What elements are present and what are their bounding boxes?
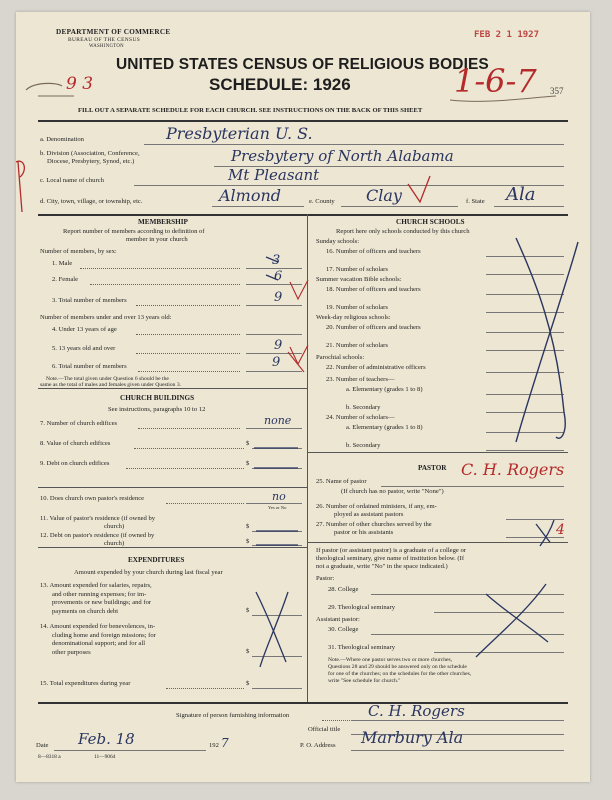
q9-dollar: $ (246, 460, 250, 467)
q20-label: 20. Number of officers and teachers (326, 324, 421, 331)
q23a-label: a. Elementary (grades 1 to 8) (346, 386, 423, 393)
q19-label: 19. Number of scholars (326, 304, 388, 311)
q11-dollar: $ (246, 523, 250, 530)
pastor-school-cross-2 (486, 594, 548, 642)
pencil-line-right (450, 96, 556, 101)
local-name-value: Mt Pleasant (228, 166, 320, 184)
q7-label: 7. Number of church edifices (40, 420, 118, 427)
q1-label: 1. Male (52, 260, 73, 267)
q12-label-1: 12. Debt on pastor's residence (if owned by (40, 532, 155, 539)
date-label: Date (36, 742, 49, 749)
q24b-label: b. Secondary (346, 442, 381, 449)
q21-label: 21. Number of scholars (326, 342, 388, 349)
city-town-value: Almond (219, 186, 282, 205)
graduate-note-3: not a graduate, write "No" in the space indicated.) (316, 563, 448, 570)
q6-value: 9 (272, 355, 281, 370)
city-town-label: d. City, town, village, or township, etc. (40, 198, 143, 205)
q3-value: 9 (274, 290, 283, 305)
membership-note-1: Note.—The total given under Question 6 should be the (46, 376, 169, 382)
form-subtitle: SCHEDULE: 1926 (209, 75, 351, 94)
q27-label-1: 27. Number of other churches served by the (316, 521, 432, 528)
q13-line-4: payments on church debt (52, 607, 119, 615)
pencil-scribble-left (26, 83, 62, 90)
q16-label: 16. Number of officers and teachers (326, 248, 421, 255)
pastor-note-1: Note.—Where one pastor serves two or more churches, (328, 657, 453, 663)
county-value: Clay (366, 186, 402, 205)
red-margin-mark (16, 161, 24, 212)
division-label-1: b. Division (Association, Conference, (40, 150, 140, 157)
q31-label: 31. Theological seminary (328, 644, 396, 651)
assistant-pastor-subheading: Assistant pastor: (316, 616, 360, 623)
q24-label: 24. Number of scholars— (326, 414, 395, 421)
q13-line-2: and other running expenses; for im- (52, 590, 147, 598)
pastor-subheading: Pastor: (316, 575, 335, 582)
pastor-name-value: C. H. Rogers (461, 460, 565, 479)
yes-no-hint: Yes or No (268, 505, 287, 510)
census-schedule-page (16, 12, 590, 782)
q5-value: 9 (274, 338, 283, 353)
official-title-label: Official title (308, 726, 341, 733)
po-address-value: Marbury Ala (361, 728, 464, 747)
year-handwritten-digit: 7 (221, 736, 229, 750)
state-label: f. State (466, 198, 485, 205)
form-code: 8—8318 a (38, 754, 61, 760)
local-name-label: c. Local name of church (40, 177, 104, 184)
department-label: DEPARTMENT OF COMMERCE (56, 28, 171, 36)
q14-dollar: $ (246, 648, 250, 655)
q25-label: 25. Name of pastor (316, 478, 367, 485)
received-date-stamp: FEB 2 1 1927 (474, 30, 540, 40)
q14-line-2: cluding home and foreign missions; for (52, 631, 156, 639)
q23b-label: b. Secondary (346, 404, 381, 411)
form-title: UNITED STATES CENSUS OF RELIGIOUS BODIES (116, 56, 489, 73)
schools-large-cross-1 (516, 238, 565, 438)
dash-marks (254, 448, 298, 545)
city-label: WASHINGTON (89, 44, 124, 49)
q9-label: 9. Debt on church edifices (40, 460, 110, 467)
q27-label-2: pastor or his assistants (334, 529, 394, 536)
pastor-heading: PASTOR (418, 464, 447, 472)
q26-label-2: ployed as assistant pastors (334, 511, 404, 518)
pastor-note-4: write "See schedule for church." (328, 678, 401, 684)
expenditures-heading: EXPENDITURES (128, 556, 185, 564)
q30-label: 30. College (328, 626, 359, 633)
date-value: Feb. 18 (78, 730, 135, 748)
q13-line-1: 13. Amount expended for salaries, repairs, (40, 582, 152, 589)
red-check-county (408, 176, 430, 202)
schools-intro: Report here only schools conducted by this church (336, 228, 470, 235)
q2-label: 2. Female (52, 276, 79, 283)
q22-label: 22. Number of administrative officers (326, 364, 426, 371)
handwritten-code-right: 1-6-7 (454, 62, 537, 100)
q13-dollar: $ (246, 607, 250, 614)
q23-label: 23. Number of teachers— (326, 376, 395, 383)
year-prefix: 192 (209, 742, 219, 749)
q26-label-1: 26. Number of ordained ministers, if any, em- (316, 503, 437, 510)
denomination-label: a. Denomination (40, 136, 84, 143)
expenditures-intro: Amount expended by your church during last fiscal year (74, 569, 223, 576)
print-code: 11—9064 (94, 754, 116, 760)
red-check-total-2 (288, 352, 304, 372)
members-by-sex-label: Number of members, by sex: (40, 248, 117, 255)
q14-line-4: other purposes (52, 648, 91, 656)
q13-line-3: provements or new buildings; and for (52, 599, 152, 606)
division-label-2: Diocese, Presbytery, Synod, etc.) (47, 158, 135, 165)
q3-label: 3. Total number of members (52, 297, 127, 304)
q14-line-3: denominational support; and for all (52, 640, 146, 647)
state-value: Ala (506, 184, 536, 205)
signature-value: C. H. Rogers (368, 702, 465, 720)
q4-label: 4. Under 13 years of age (52, 326, 117, 333)
pastor-note-2: Questions 28 and 29 should be answered only on the schedule (328, 664, 467, 670)
red-check-total (290, 280, 308, 299)
q5-label: 5. 13 years old and over (52, 345, 116, 352)
age-intro-label: Number of members under and over 13 years old: (40, 314, 172, 321)
q14-line-1: 14. Amount expended for benevolences, in- (40, 623, 156, 630)
red-check-over13 (290, 345, 308, 364)
q27-value: 4 (556, 522, 565, 538)
q11-label-2: church) (104, 523, 125, 530)
form-number: 357 (550, 86, 564, 96)
expenditure-cross-1 (256, 592, 286, 662)
buildings-heading: CHURCH BUILDINGS (120, 394, 195, 402)
q25-hint: (If church has no pastor, write "None") (341, 488, 444, 495)
q12-label-2: church) (104, 540, 125, 547)
q12-dollar: $ (246, 538, 250, 545)
q18-label: 18. Number of officers and teachers (326, 286, 421, 293)
membership-intro-1: Report number of members according to definition of (63, 228, 205, 235)
q8-label: 8. Value of church edifices (40, 440, 111, 447)
weekday-schools-label: Week-day religious schools: (316, 314, 391, 321)
q10-label: 10. Does church own pastor's residence (40, 495, 145, 502)
pastor-note-3: for one of the churches; on the schedules for the other churches, (328, 671, 472, 677)
q11-label-1: 11. Value of pastor's residence (if owned by (40, 515, 156, 522)
q17-label: 17. Number of scholars (326, 266, 388, 273)
county-label: e. County (309, 198, 335, 205)
handwritten-marks (16, 12, 590, 782)
division-value: Presbytery of North Alabama (231, 147, 454, 165)
bureau-label: BUREAU OF THE CENSUS (68, 37, 141, 43)
buildings-intro: See instructions, paragraphs 10 to 12 (108, 406, 206, 413)
q6-label: 6. Total number of members (52, 363, 127, 370)
q29-label: 29. Theological seminary (328, 604, 396, 611)
separate-schedule-instruction: FILL OUT A SEPARATE SCHEDULE FOR EACH CHURCH. SEE INSTRUCTIONS ON THE BACK OF THIS SHEET (78, 107, 423, 114)
crossout-strokes (266, 257, 278, 280)
membership-note-2: same as the total of males and females given under Question 3. (40, 382, 182, 388)
membership-heading: MEMBERSHIP (138, 218, 188, 226)
membership-intro-2: member in your church (126, 236, 188, 243)
graduate-note-1: If pastor (or assistant pastor) is a graduate of a college or (316, 547, 466, 554)
q8-dollar: $ (246, 440, 250, 447)
q24a-label: a. Elementary (grades 1 to 8) (346, 424, 423, 431)
po-address-label: P. O. Address (300, 742, 336, 749)
q10-value: no (272, 490, 286, 503)
assistant-pastor-cross (536, 520, 554, 546)
q15-label: 15. Total expenditures during year (40, 680, 131, 687)
signature-label: Signature of person furnishing information (176, 712, 290, 719)
schools-heading: CHURCH SCHOOLS (396, 218, 465, 226)
handwritten-code-left: 9 3 (66, 74, 94, 94)
denomination-value: Presbyterian U. S. (166, 124, 313, 143)
q2-value: 6 (274, 269, 283, 284)
q7-value: none (264, 414, 292, 427)
q1-value: 3 (272, 253, 281, 268)
parochial-schools-label: Parochial schools: (316, 354, 365, 361)
graduate-note-2: theological seminary, give name of institution below. (If (316, 555, 465, 562)
q15-dollar: $ (246, 680, 250, 687)
sunday-schools-label: Sunday schools: (316, 238, 360, 245)
schools-large-cross-2 (516, 242, 578, 442)
summer-schools-label: Summer vacation Bible schools: (316, 276, 402, 283)
q28-label: 28. College (328, 586, 359, 593)
